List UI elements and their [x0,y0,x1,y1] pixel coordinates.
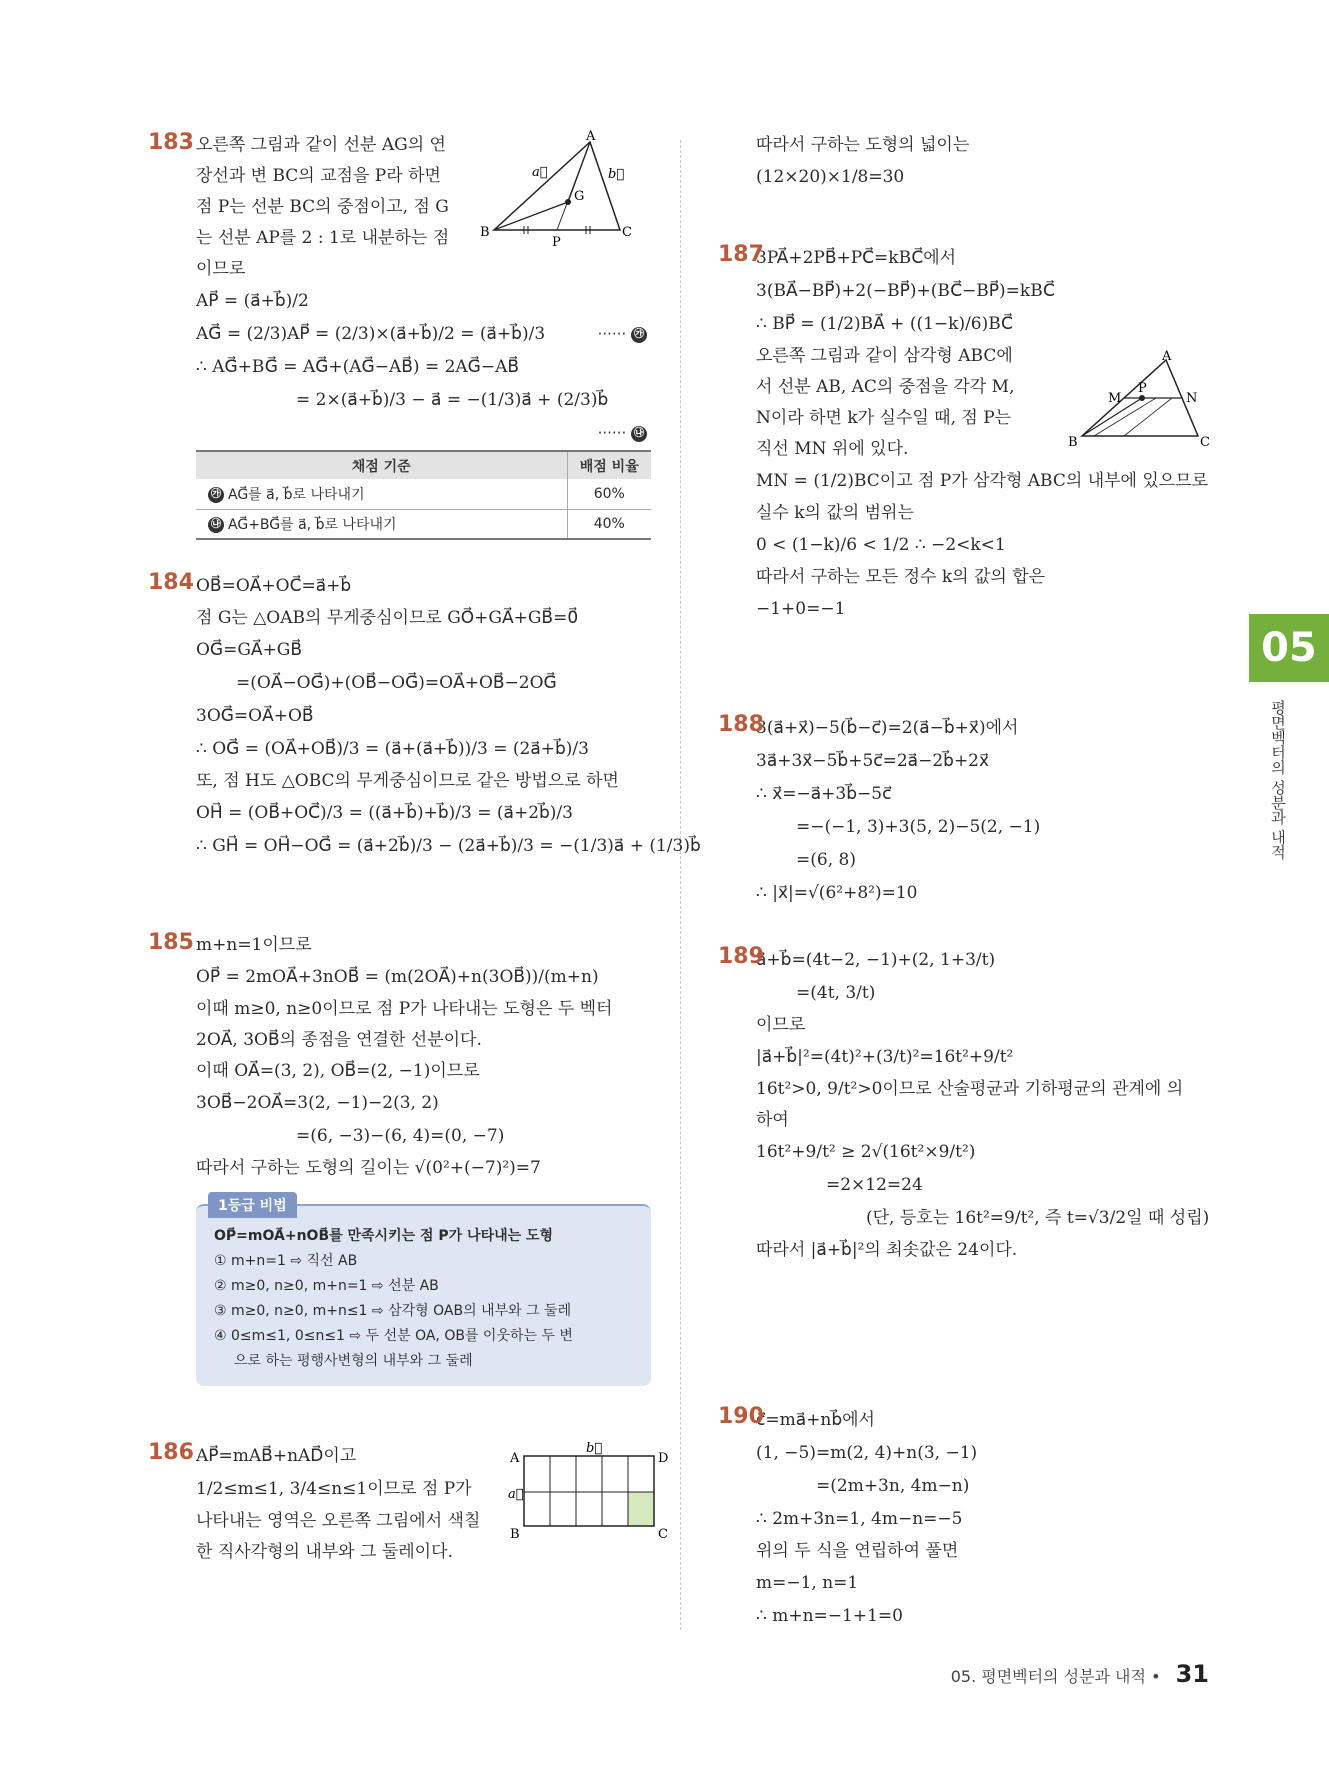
equation-line: a⃗+b⃗=(4t−2, −1)+(2, 1+3/t) [756,950,996,970]
marker-na: ㉯ [631,426,647,442]
table-row [196,479,651,509]
equation-line: −1+0=−1 [756,599,846,619]
equation-line: 3(BA⃗−BP⃗)+2(−BP⃗)+(BC⃗−BP⃗)=kBC⃗ [756,281,1055,301]
table-row [196,509,651,539]
problem-number: 188 [718,712,764,737]
equation-line: (12×20)×1/8=30 [756,167,905,187]
text-line: 16t²>0, 9/t²>0이므로 산술평균과 기하평균의 관계에 의 [756,1079,1184,1099]
equation-line: ∴ OG⃗ = (OA⃗+OB⃗)/3 = (a⃗+(a⃗+b⃗))/3 = (2a⃗+b⃗)/3 [196,739,589,759]
right-column [718,130,1218,1644]
label-A: A [1162,349,1172,364]
text-line: 한 직사각형의 내부와 그 둘레이다. [196,1542,453,1562]
table-cell [196,509,567,539]
criterion-text: AG⃗를 a⃗, b⃗로 나타내기 [228,486,365,503]
problem-number: 186 [148,1440,194,1465]
equation-line: ∴ x⃗=−a⃗+3b⃗−5c⃗ [756,784,892,804]
problem-190 [718,1404,1218,1644]
footer-chapter: 05. 평면벡터의 성분과 내적 [950,1667,1146,1686]
table-cell [196,479,567,509]
text-line: 따라서 구하는 도형의 넓이는 [756,135,970,155]
problem-186 [148,1440,668,1580]
step-mark [598,318,651,351]
tip-item: ① m+n=1 ⇨ 직선 AB [214,1253,358,1269]
problem-185 [148,930,668,1440]
marker-ga: ㉮ [631,327,647,343]
equation-line: =(2m+3n, 4m−n) [816,1476,970,1496]
marker-na: ㉯ [208,517,224,533]
text-line: 서 선분 AB, AC의 중점을 각각 M, [756,377,1015,397]
problem-number: 190 [718,1404,764,1429]
label-vector-a: a⃗ [508,1487,524,1502]
equation-line: 0 < (1−k)/6 < 1/2 ∴ −2<k<1 [756,535,1006,555]
page-footer [951,1660,1209,1688]
problem-number: 184 [148,570,194,595]
label-vector-b: b⃗ [586,1441,603,1456]
tip-label: 1등급 비법 [208,1192,297,1218]
triangle-figure-183 [480,129,632,250]
text-line: N이라 하면 k가 실수일 때, 점 P는 [756,408,1012,428]
equation-line: ∴ GH⃗ = OH⃗−OG⃗ = (a⃗+2b⃗)/3 − (2a⃗+b⃗)/3 = −(1/3)a⃗ + (1/3)b⃗ [196,836,701,856]
equation-line: MN = (1/2)BC이고 점 P가 삼각형 ABC의 내부에 있으므로 [756,471,1209,491]
equation-line: =−(−1, 3)+3(5, 2)−5(2, −1) [796,817,1041,837]
equation-line: OG⃗=GA⃗+GB⃗ [196,640,303,660]
problem-184 [148,570,701,930]
text-line: 위의 두 식을 연립하여 풀면 [756,1541,959,1561]
text-line: m+n=1이므로 [196,935,312,955]
label-G: G [574,189,585,204]
label-P: P [1138,381,1147,396]
problem-number: 183 [148,130,194,155]
footer-dot: • [1151,1667,1161,1686]
equation-line: c⃗=ma⃗+nb⃗에서 [756,1410,875,1430]
equation-line [196,318,651,351]
marker-ga: ㉮ [208,487,224,503]
label-vector-b: b⃗ [608,167,625,182]
equation-line: =(6, 8) [796,850,856,870]
label-C: C [1200,435,1210,450]
equation-line: (1, −5)=m(2, 4)+n(3, −1) [756,1443,978,1463]
problem-number: 185 [148,930,194,955]
text-line: 따라서 |a⃗+b⃗|²의 최솟값은 24이다. [756,1240,1018,1260]
column-divider [680,140,681,1630]
text-line: 점 P는 선분 BC의 중점이고, 점 G [196,197,449,217]
equation-line: =2×12=24 [826,1175,923,1195]
equation-line: OH⃗ = (OB⃗+OC⃗)/3 = ((a⃗+b⃗)+b⃗)/3 = (a⃗+2b⃗)/3 [196,803,573,823]
problem-189 [718,944,1218,1404]
label-B: B [510,1527,520,1542]
left-column [148,129,701,1580]
label-D: D [658,1451,669,1466]
problem-number: 189 [718,944,764,969]
equation-line: 3PA⃗+2PB⃗+PC⃗=kBC⃗에서 [756,248,957,268]
equation-line: =(6, −3)−(6, 4)=(0, −7) [296,1126,505,1146]
text-line: 이때 m≥0, n≥0이므로 점 P가 나타내는 도형은 두 벡터 [196,999,613,1019]
equation-line [196,384,651,442]
mark-dots: ······ [597,325,627,343]
triangle-figure-187 [1064,350,1214,450]
tip-box [196,1198,651,1386]
label-A: A [510,1451,520,1466]
text-line: 하여 [756,1110,789,1130]
chapter-tab: 05 [1249,614,1329,682]
problem-188 [718,712,1218,944]
label-A: A [586,129,596,144]
text-line: 점 G는 △OAB의 무게중심이므로 GO⃗+GA⃗+GB⃗=0⃗ [196,608,579,628]
table-cell: 60% [567,479,651,509]
page-number: 31 [1175,1660,1209,1688]
text-line: 는 선분 AP를 2 : 1로 내분하는 점 [196,228,450,248]
text-line: 이때 OA⃗=(3, 2), OB⃗=(2, −1)이므로 [196,1061,480,1081]
equation-line: =(OA⃗−OG⃗)+(OB⃗−OG⃗)=OA⃗+OB⃗−2OG⃗ [236,673,557,693]
tip-title: OP⃗=mOA⃗+nOB⃗를 만족시키는 점 P가 나타내는 도형 [214,1228,554,1244]
text-line: 장선과 변 BC의 교점을 P라 하면 [196,166,441,186]
text-line: 또, 점 H도 △OBC의 무게중심이므로 같은 방법으로 하면 [196,771,619,791]
equation-line: ∴ 2m+3n=1, 4m−n=−5 [756,1509,963,1529]
text-line: 따라서 구하는 모든 정수 k의 값의 합은 [756,567,1046,587]
label-N: N [1186,391,1198,406]
equation-line: ∴ BP⃗ = (1/2)BA⃗ + ((1−k)/6)BC⃗ [756,314,1013,334]
table-header: 채점 기준 [196,451,567,479]
label-vector-a: a⃗ [532,165,548,180]
equation-line: (단, 등호는 16t²=9/t², 즉 t=√3/2일 때 성립) [866,1208,1210,1228]
problem-186-continued [718,130,1218,242]
equation-line: ∴ |x⃗|=√(6²+8²)=10 [756,883,918,903]
equation-line: =(4t, 3/t) [796,983,876,1003]
text-line: 직선 MN 위에 있다. [756,439,909,459]
equation-text: AG⃗ = (2/3)AP⃗ = (2/3)×(a⃗+b⃗)/2 = (a⃗+b⃗)/3 [196,324,546,344]
problem-183 [148,130,668,570]
criterion-text: AG⃗+BG⃗를 a⃗, b⃗로 나타내기 [228,516,397,533]
chapter-side-title: 평면벡터의 성분과 내적 [1269,700,1287,860]
equation-line: m=−1, n=1 [756,1573,859,1593]
equation-line: 1/2≤m≤1, 3/4≤n≤1이므로 점 P가 [196,1479,472,1499]
problem-187 [718,242,1218,712]
label-P: P [552,235,561,250]
text-line: 따라서 구하는 도형의 길이는 √(0²+(−7)²)=7 [196,1158,541,1178]
equation-line: AP⃗=mAB⃗+nAD⃗이고 [196,1446,357,1466]
equation-line: OB⃗=OA⃗+OC⃗=a⃗+b⃗ [196,576,352,596]
tip-item: ② m≥0, n≥0, m+n=1 ⇨ 선분 AB [214,1278,439,1294]
equation-line: 3OG⃗=OA⃗+OB⃗ [196,706,314,726]
text-line: 오른쪽 그림과 같이 선분 AG의 연 [196,135,446,155]
equation-line: AP⃗ = (a⃗+b⃗)/2 [196,291,309,311]
label-C: C [622,225,632,240]
equation-line: |a⃗+b⃗|²=(4t)²+(3/t)²=16t²+9/t² [756,1047,1014,1067]
label-M: M [1108,391,1122,406]
text-line: 이므로 [196,259,246,279]
table-header: 배점 비율 [567,451,651,479]
equation-line: 3a⃗+3x⃗−5b⃗+5c⃗=2a⃗−2b⃗+2x⃗ [756,751,990,771]
equation-line: OP⃗ = 2mOA⃗+3nOB⃗ = (m(2OA⃗)+n(3OB⃗))/(m+n) [196,967,599,987]
label-B: B [1068,435,1078,450]
mark-dots: ······ [597,424,627,442]
equation-line: ∴ m+n=−1+1=0 [756,1606,903,1626]
equation-line: 3OB⃗−2OA⃗=3(2, −1)−2(3, 2) [196,1093,439,1113]
tip-item: 으로 하는 평행사변형의 내부와 그 둘레 [234,1353,473,1369]
table-cell: 40% [567,509,651,539]
equation-line: ∴ AG⃗+BG⃗ = AG⃗+(AG⃗−AB⃗) = 2AG⃗−AB⃗ [196,357,520,377]
equation-line: 3(a⃗+x⃗)−5(b⃗−c⃗)=2(a⃗−b⃗+x⃗)에서 [756,718,1019,738]
tip-item: ③ m≥0, n≥0, m+n≤1 ⇨ 삼각형 OAB의 내부와 그 둘레 [214,1303,572,1319]
grid-figure-186 [508,1440,669,1550]
scoring-table [196,450,651,540]
equation-text: = 2×(a⃗+b⃗)/3 − a⃗ = −(1/3)a⃗ + (2/3)b⃗ [296,390,609,410]
step-mark [598,417,651,450]
problem-number: 187 [718,242,764,267]
equation-line: 16t²+9/t² ≥ 2√(16t²×9/t²) [756,1142,976,1162]
label-B: B [480,225,490,240]
label-C: C [658,1527,668,1542]
text-line: 2OA⃗, 3OB⃗의 종점을 연결한 선분이다. [196,1030,482,1050]
text-line: 나타내는 영역은 오른쪽 그림에서 색칠 [196,1511,481,1531]
text-line: 오른쪽 그림과 같이 삼각형 ABC에 [756,346,1013,366]
text-line: 실수 k의 값의 범위는 [756,503,914,523]
tip-item: ④ 0≤m≤1, 0≤n≤1 ⇨ 두 선분 OA, OB를 이웃하는 두 변 [214,1328,573,1344]
text-line: 이므로 [756,1015,806,1035]
